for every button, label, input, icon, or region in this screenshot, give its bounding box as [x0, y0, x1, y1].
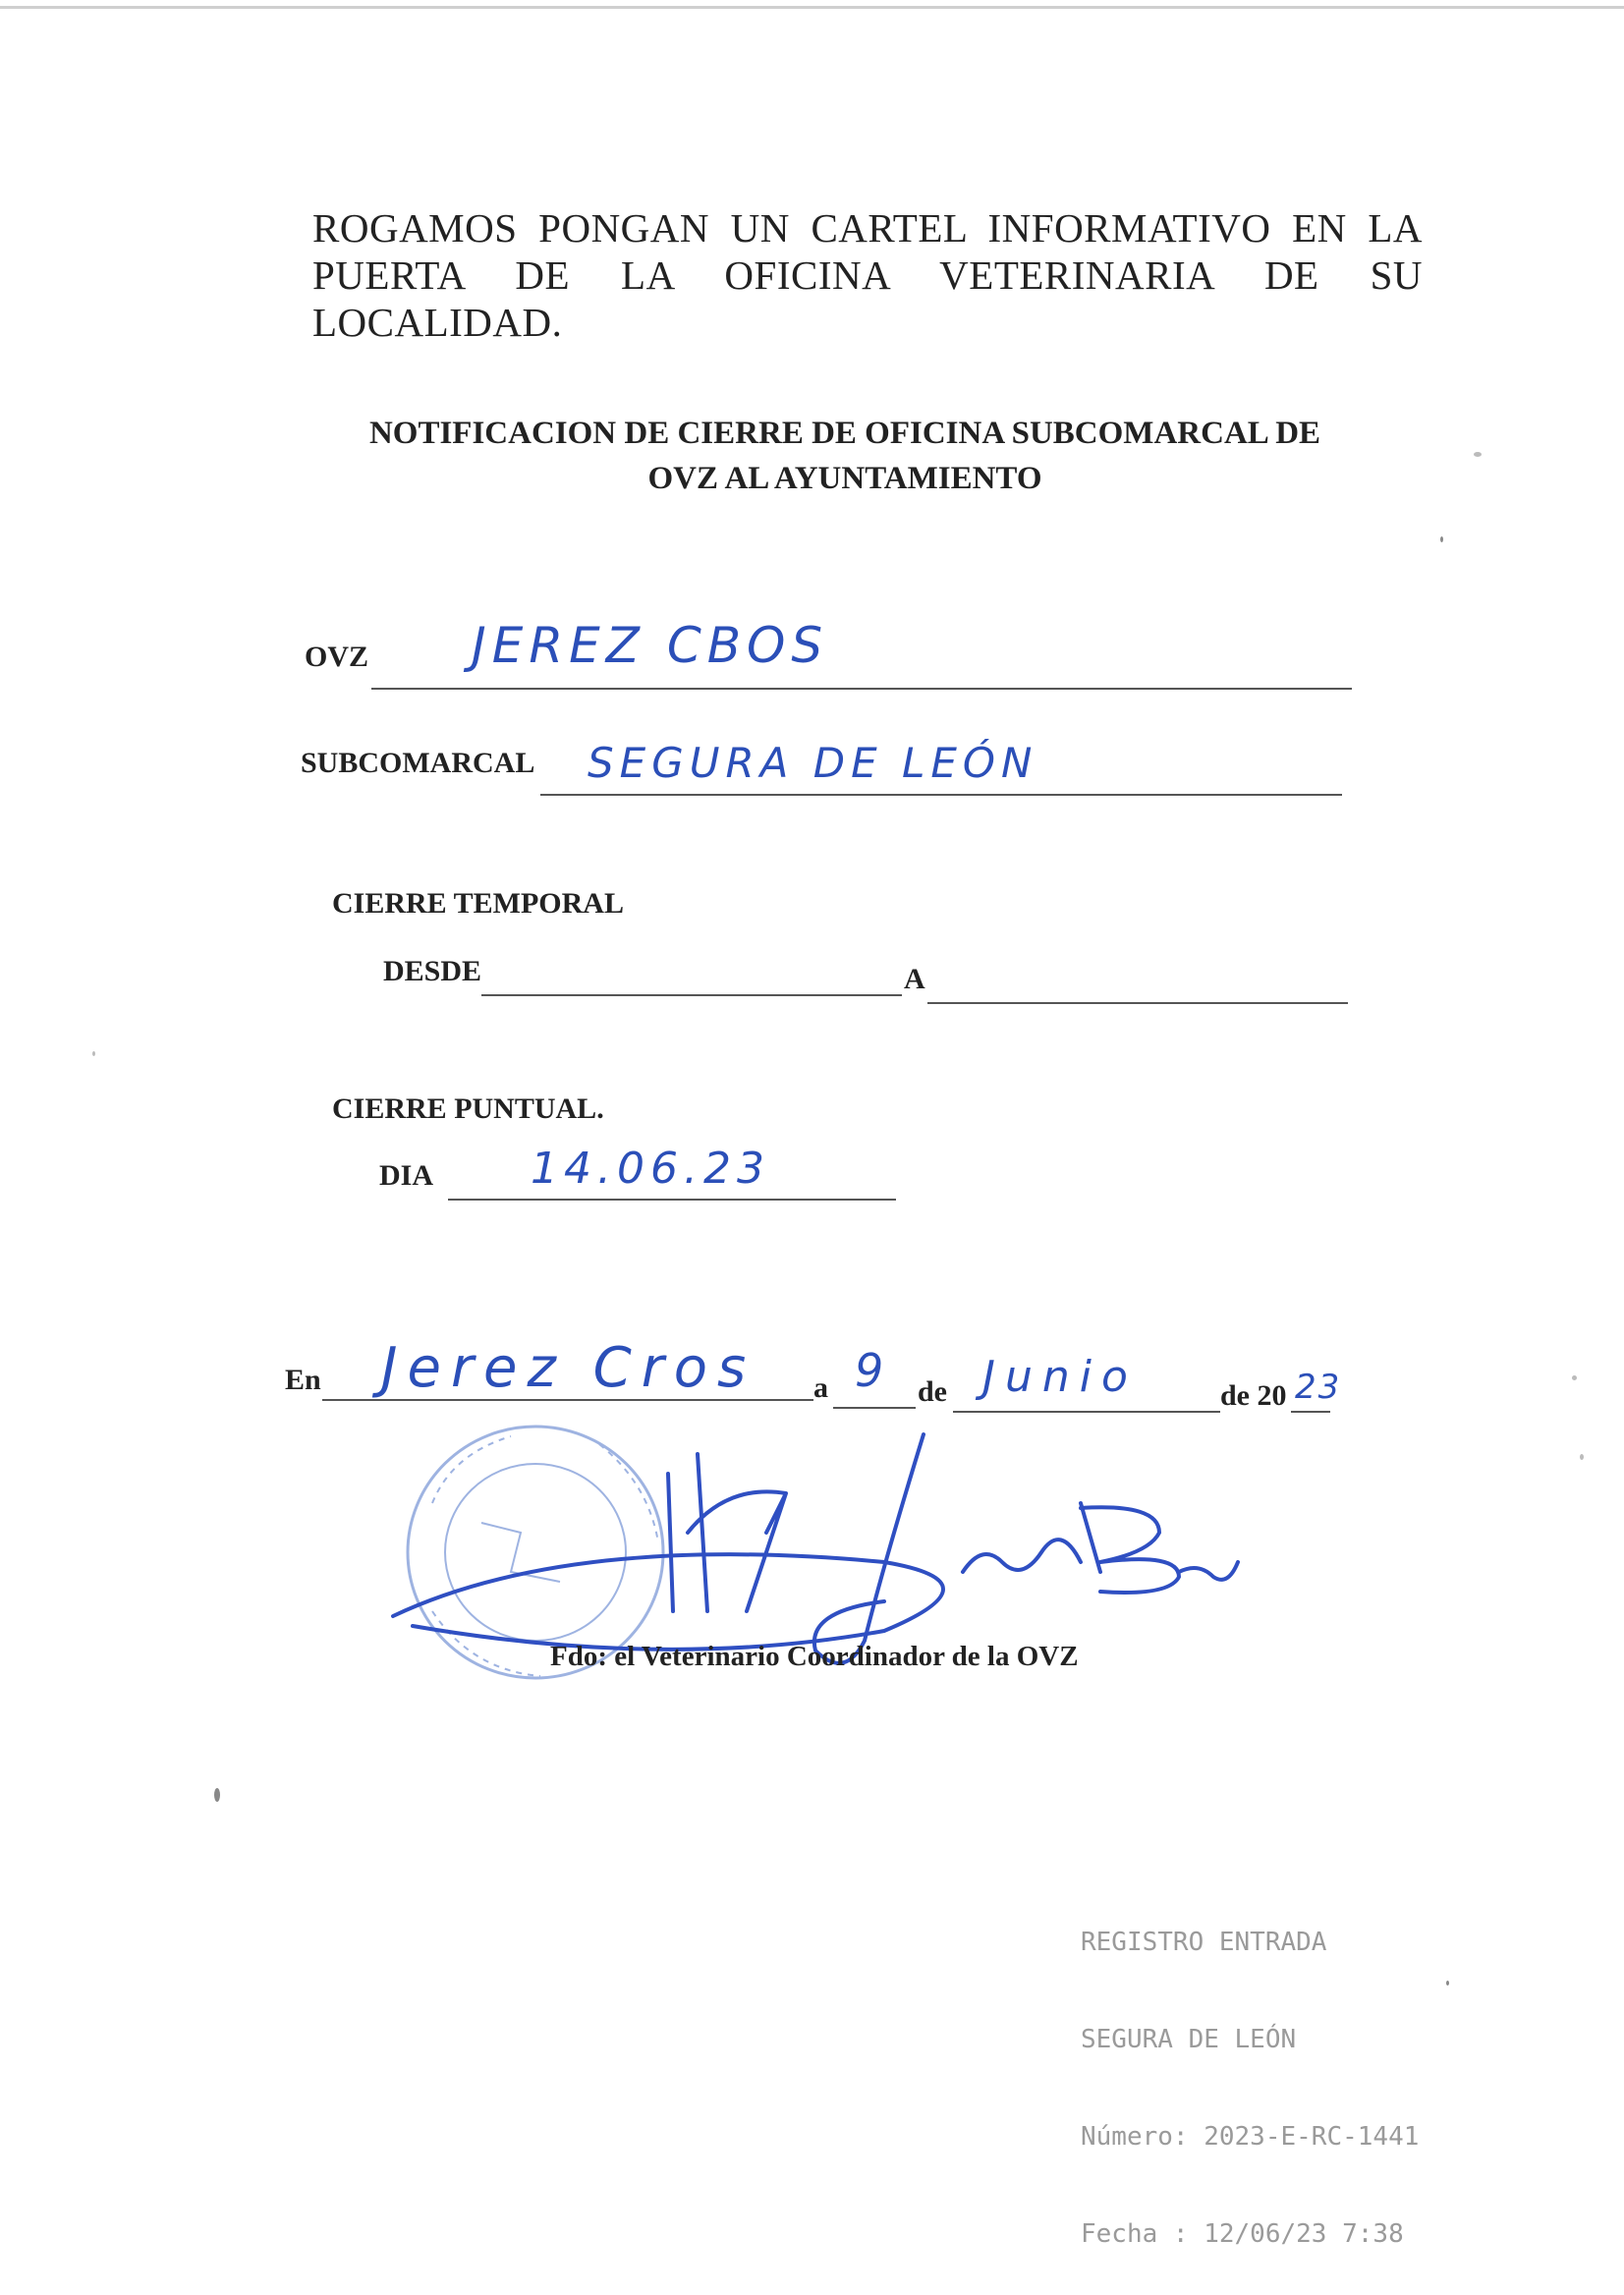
signature-scribble: [393, 1434, 1238, 1663]
scan-speck: [214, 1788, 220, 1802]
registry-stamp-line1: REGISTRO ENTRADA: [1081, 1928, 1327, 1957]
day-underline: [833, 1407, 916, 1409]
dia-underline: [448, 1199, 896, 1201]
ovz-underline: [371, 688, 1352, 690]
dia-handwritten-value: 14.06.23: [531, 1144, 770, 1194]
notice-paragraph: ROGAMOS PONGAN UN CARTEL INFORMATIVO EN LA PUERTA DE LA OFICINA VETERINARIA DE SU LOCALIDAD.: [312, 205, 1423, 345]
scan-edge-line: [0, 6, 1624, 9]
signed-by-caption: Fdo: el Veterinario Coordinador de la OVZ: [550, 1641, 1079, 1672]
cierre-puntual-label: CIERRE PUNTUAL.: [332, 1092, 604, 1125]
a-date-label: a: [813, 1371, 828, 1404]
scan-speck: [1474, 452, 1482, 457]
hasta-underline: [927, 1002, 1348, 1004]
month-underline: [953, 1411, 1220, 1413]
year-underline: [1291, 1411, 1330, 1413]
year-handwritten-value: 23: [1295, 1368, 1342, 1407]
a-label: A: [904, 963, 925, 995]
document-title-line1: NOTIFICACION DE CIERRE DE OFICINA SUBCOMARCAL DE: [368, 416, 1321, 451]
registry-stamp-line2: SEGURA DE LEÓN: [1081, 2025, 1297, 2054]
de-label-1: de: [918, 1375, 947, 1408]
subcomarcal-underline: [540, 794, 1342, 796]
desde-label: DESDE: [383, 955, 482, 987]
subcomarcal-handwritten-value: SEGURA DE LEÓN: [588, 739, 1038, 787]
subcomarcal-label: SUBCOMARCAL: [301, 747, 535, 779]
scan-speck: [92, 1051, 95, 1056]
scan-speck: [1580, 1454, 1584, 1460]
document-title-line2: OVZ AL AYUNTAMIENTO: [647, 461, 1042, 496]
ovz-label: OVZ: [305, 641, 369, 673]
ovz-handwritten-value: JEREZ CBOS: [472, 617, 829, 674]
scan-speck: [1446, 1981, 1449, 1986]
registry-stamp-date: Fecha : 12/06/23 7:38: [1081, 2219, 1404, 2249]
scan-speck: [1572, 1375, 1577, 1380]
scan-speck: [1440, 536, 1443, 542]
document-title: [305, 411, 1385, 501]
desde-underline: [481, 994, 902, 996]
place-handwritten-value: Jerez Cros: [381, 1336, 756, 1400]
registry-stamp-number: Número: 2023-E-RC-1441: [1081, 2122, 1420, 2152]
en-label: En: [285, 1364, 321, 1396]
dia-label: DIA: [379, 1159, 434, 1192]
cierre-temporal-label: CIERRE TEMPORAL: [332, 887, 624, 920]
month-handwritten-value: Junio: [982, 1352, 1138, 1402]
de-year-label: de 20: [1220, 1379, 1287, 1412]
day-handwritten-value: 9: [855, 1344, 890, 1397]
registry-entry-stamp: [1081, 1862, 1419, 2283]
